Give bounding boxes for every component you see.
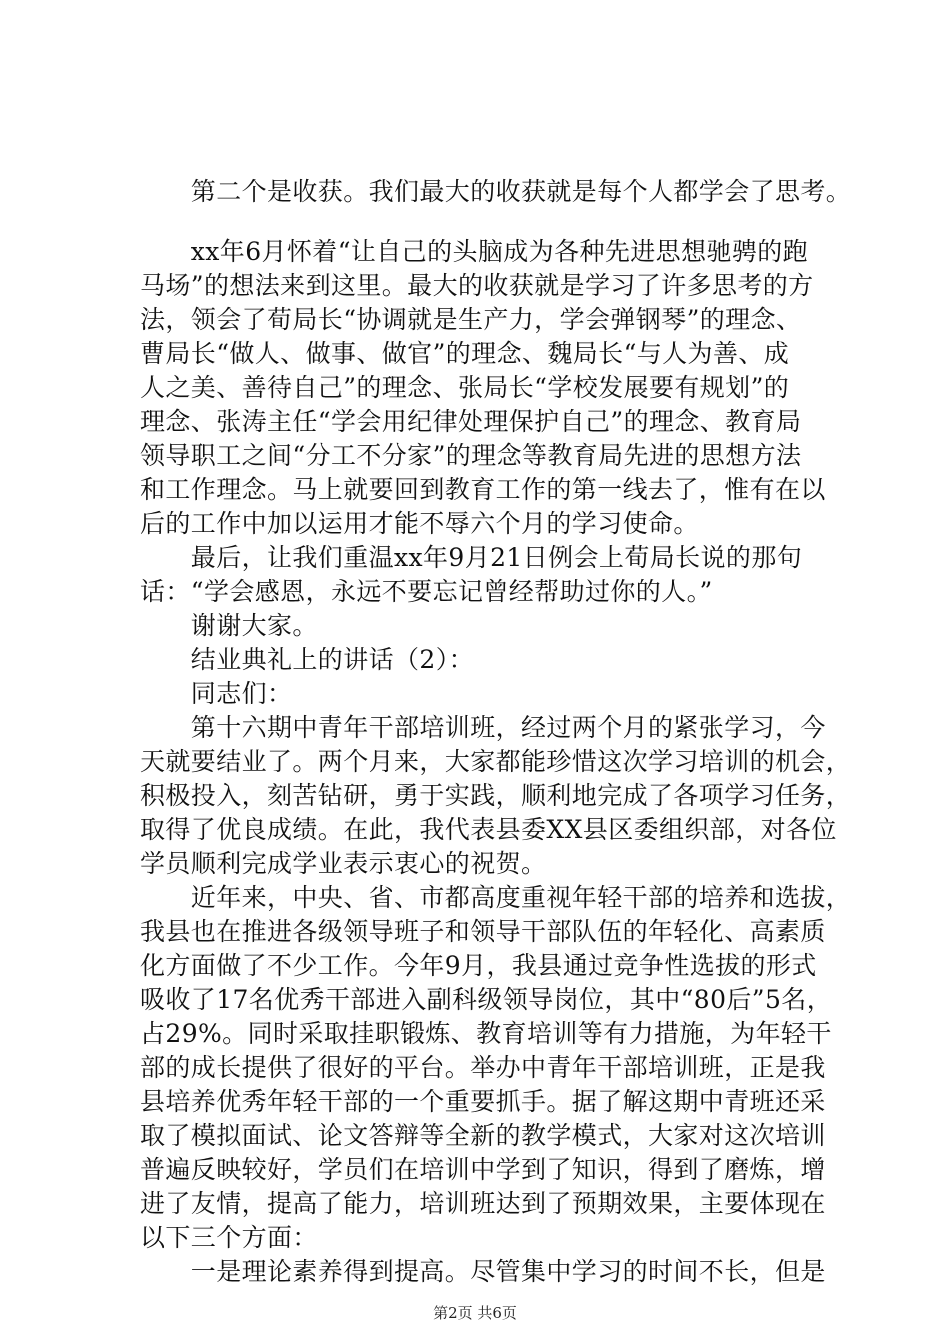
text-line: xx年6月怀着“让自己的头脑成为各种先进思想驰骋的跑 [140, 237, 809, 266]
page-number-footer: 第2页 共6页 [433, 1304, 517, 1322]
text-line: 领导职工之间“分工不分家”的理念等教育局先进的思想方法 [140, 441, 802, 470]
text-line: 以下三个方面： [140, 1223, 318, 1252]
text-line: 普遍反映较好，学员们在培训中学到了知识，得到了磨炼，增 [140, 1155, 826, 1184]
text-line: 取得了优良成绩。在此，我代表县委XX县区委组织部，对各位 [140, 815, 837, 844]
text-line: 第二个是收获。我们最大的收获就是每个人都学会了思考。 [140, 177, 852, 206]
text-line: 马场”的想法来到这里。最大的收获就是学习了许多思考的方 [140, 271, 814, 300]
text-line: 近年来，中央、省、市都高度重视年轻干部的培养和选拔， [140, 883, 852, 912]
salutation: 同志们： [140, 679, 293, 708]
text-line: 理念、张涛主任“学会用纪律处理保护自己”的理念、教育局 [140, 407, 802, 436]
text-line: 后的工作中加以运用才能不辱六个月的学习使命。 [140, 509, 699, 538]
text-line: 学员顺利完成学业表示衷心的祝贺。 [140, 849, 547, 878]
text-line: 吸收了17名优秀干部进入副科级领导岗位，其中“80后”5名， [140, 985, 833, 1014]
text-line: 曹局长“做人、做事、做官”的理念、魏局长“与人为善、成 [140, 339, 790, 368]
text-line: 取了模拟面试、论文答辩等全新的教学模式，大家对这次培训 [140, 1121, 826, 1150]
text-line: 天就要结业了。两个月来，大家都能珍惜这次学习培训的机会， [140, 747, 852, 776]
text-line: 占29%。同时采取挂职锻炼、教育培训等有力措施，为年轻干 [140, 1019, 832, 1048]
text-line: 化方面做了不少工作。今年9月，我县通过竞争性选拔的形式 [140, 951, 817, 980]
text-line: 话：“学会感恩，永远不要忘记曾经帮助过你的人。” [140, 577, 713, 606]
text-line: 我县也在推进各级领导班子和领导干部队伍的年轻化、高素质 [140, 917, 826, 946]
text-line: 最后，让我们重温xx年9月21日例会上荀局长说的那句 [140, 543, 803, 572]
text-line: 人之美、善待自己”的理念、张局长“学校发展要有规划”的 [140, 373, 790, 402]
section-heading: 结业典礼上的讲话（2）： [140, 645, 475, 674]
text-line: 积极投入，刻苦钻研，勇于实践，顺利地完成了各项学习任务， [140, 781, 852, 810]
text-line: 和工作理念。马上就要回到教育工作的第一线去了，惟有在以 [140, 475, 826, 504]
text-line: 第十六期中青年干部培训班，经过两个月的紧张学习，今 [140, 713, 826, 742]
text-line: 法，领会了荀局长“协调就是生产力，学会弹钢琴”的理念、 [140, 305, 802, 334]
text-line: 部的成长提供了很好的平台。举办中青年干部培训班，正是我 [140, 1053, 826, 1082]
text-line: 一是理论素养得到提高。尽管集中学习的时间不长，但是 [140, 1257, 826, 1286]
text-line: 县培养优秀年轻干部的一个重要抓手。据了解这期中青班还采 [140, 1087, 826, 1116]
text-line: 进了友情，提高了能力，培训班达到了预期效果，主要体现在 [140, 1189, 826, 1218]
text-line: 谢谢大家。 [140, 611, 318, 640]
